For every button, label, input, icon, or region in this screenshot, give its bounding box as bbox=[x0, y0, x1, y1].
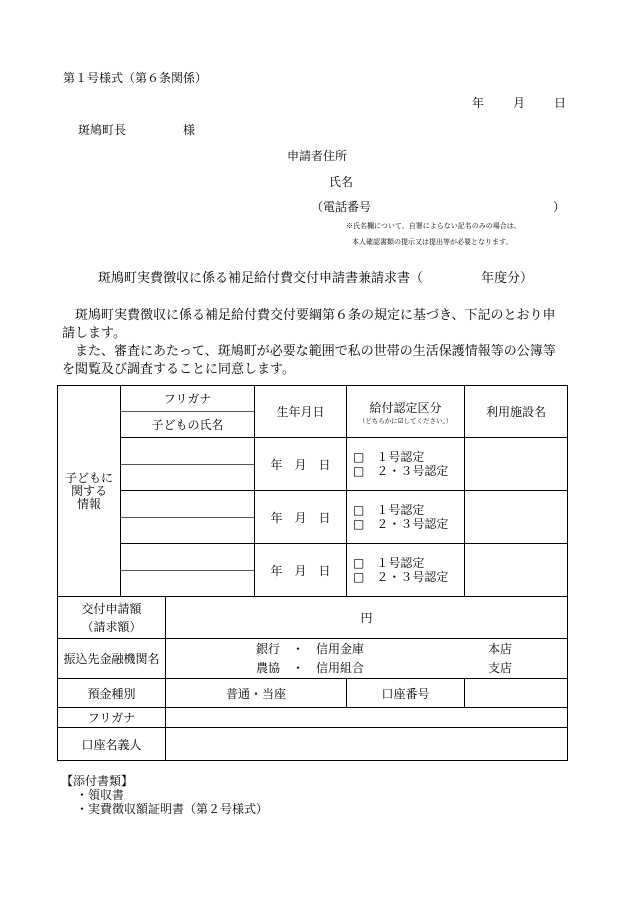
amount-field[interactable] bbox=[166, 597, 568, 639]
attachments-heading: 【添付書類】 bbox=[61, 774, 134, 788]
birthdate-field-1[interactable]: 年 月 日 bbox=[255, 438, 347, 491]
bank-label: 振込先金融機関名 bbox=[58, 639, 166, 679]
birthdate-field-2[interactable]: 年 月 日 bbox=[255, 491, 347, 544]
child-name-field-1[interactable] bbox=[121, 465, 255, 491]
title-text: 斑鳩町実費徴収に係る補足給付費交付申請書兼請求書（ bbox=[98, 271, 424, 286]
cert-23go-checkbox[interactable]: □ ２・３号認定 bbox=[353, 464, 449, 478]
para1-line2: 請します。 bbox=[62, 326, 126, 341]
child-info-label bbox=[58, 386, 121, 597]
attachment-item-1: ・領収書 bbox=[76, 788, 125, 802]
facility-field-1[interactable] bbox=[465, 438, 568, 491]
amount-label: 交付申請額 （請求額） bbox=[58, 597, 166, 639]
cert-type-label: 給付認定区分 bbox=[369, 400, 442, 415]
holder-label: 口座名義人 bbox=[58, 728, 166, 761]
child-info-line-3: 情報 bbox=[76, 496, 101, 511]
para2-line2: を閲覧及び調査することに同意します。 bbox=[62, 362, 295, 377]
account-number-label: 口座番号 bbox=[347, 679, 465, 708]
application-table bbox=[57, 385, 568, 761]
holder-furigana-label: フリガナ bbox=[58, 708, 166, 728]
date-month: 月 bbox=[513, 96, 526, 110]
furigana-field-3[interactable] bbox=[121, 544, 255, 571]
para1-line1: 斑鳩町実費徴収に係る補足給付費交付要綱第６条の規定に基づき、下記のとおり申 bbox=[75, 308, 556, 323]
furigana-field-1[interactable] bbox=[121, 438, 255, 465]
cert-23go-checkbox[interactable]: □ ２・３号認定 bbox=[353, 517, 449, 531]
date-year: 年 bbox=[472, 96, 485, 110]
cert-1go-checkbox[interactable]: □ １号認定 bbox=[353, 450, 425, 464]
child-info-line-2: 関する bbox=[70, 483, 107, 498]
applicant-name-label: 氏名 bbox=[329, 175, 354, 189]
cert-23go-checkbox[interactable]: □ ２・３号認定 bbox=[353, 570, 449, 584]
cert-options-3[interactable] bbox=[347, 544, 465, 597]
birthdate-field-3[interactable]: 年 月 日 bbox=[255, 544, 347, 597]
bank-type-row2: 農協 ・ 信用組合 bbox=[256, 660, 365, 675]
furigana-field-2[interactable] bbox=[121, 491, 255, 518]
addressee-name: 斑鳩町長 bbox=[78, 123, 127, 137]
applicant-phone-label: （電話番号 bbox=[311, 200, 372, 214]
cert-1go-checkbox[interactable]: □ １号認定 bbox=[353, 556, 425, 570]
bank-type-row1: 銀行 ・ 信用金庫 bbox=[256, 641, 365, 656]
bank-field[interactable] bbox=[166, 639, 568, 679]
bank-branch-sub: 支店 bbox=[487, 660, 512, 675]
furigana-header: フリガナ bbox=[121, 386, 255, 412]
attachment-item-2: ・実費徴収額証明書（第２号様式） bbox=[76, 802, 269, 816]
form-number: 第１号様式（第６条関係） bbox=[63, 71, 208, 85]
cert-options-2[interactable] bbox=[347, 491, 465, 544]
birthdate-header: 生年月日 bbox=[255, 386, 347, 438]
child-name-field-3[interactable] bbox=[121, 571, 255, 597]
cert-1go-checkbox[interactable]: □ １号認定 bbox=[353, 503, 425, 517]
child-name-header: 子どもの氏名 bbox=[121, 412, 255, 438]
deposit-label: 預金種別 bbox=[58, 679, 166, 708]
cert-options-1[interactable] bbox=[347, 438, 465, 491]
bank-branch-main: 本店 bbox=[487, 641, 512, 656]
facility-header: 利用施設名 bbox=[465, 386, 568, 438]
facility-field-3[interactable] bbox=[465, 544, 568, 597]
date-day: 日 bbox=[554, 96, 567, 110]
holder-furigana-field[interactable] bbox=[166, 708, 568, 728]
amount-unit: 円 bbox=[360, 611, 373, 625]
cert-type-header bbox=[347, 386, 465, 438]
applicant-note-2: 本人確認書類の提示又は提出等が必要となります。 bbox=[352, 238, 513, 246]
applicant-phone-close: ） bbox=[553, 200, 566, 214]
account-number-field[interactable] bbox=[465, 679, 568, 708]
para2-line1: また、審査にあたって、斑鳩町が必要な範囲で私の世帯の生活保護情報等の公簿等 bbox=[75, 344, 556, 359]
cert-type-note: （どちらかに☑してください。） bbox=[358, 416, 453, 425]
facility-field-2[interactable] bbox=[465, 491, 568, 544]
applicant-note-1: ※氏名欄について、自署によらない記名のみの場合は、 bbox=[346, 222, 521, 230]
addressee-suffix: 様 bbox=[183, 123, 196, 137]
child-info-line-1: 子どもに bbox=[64, 470, 113, 485]
title-year: 年度分） bbox=[481, 271, 534, 286]
holder-field[interactable] bbox=[166, 728, 568, 761]
applicant-address-label: 申請者住所 bbox=[287, 149, 348, 163]
child-name-field-2[interactable] bbox=[121, 518, 255, 544]
deposit-type-field[interactable]: 普通・当座 bbox=[166, 679, 347, 708]
